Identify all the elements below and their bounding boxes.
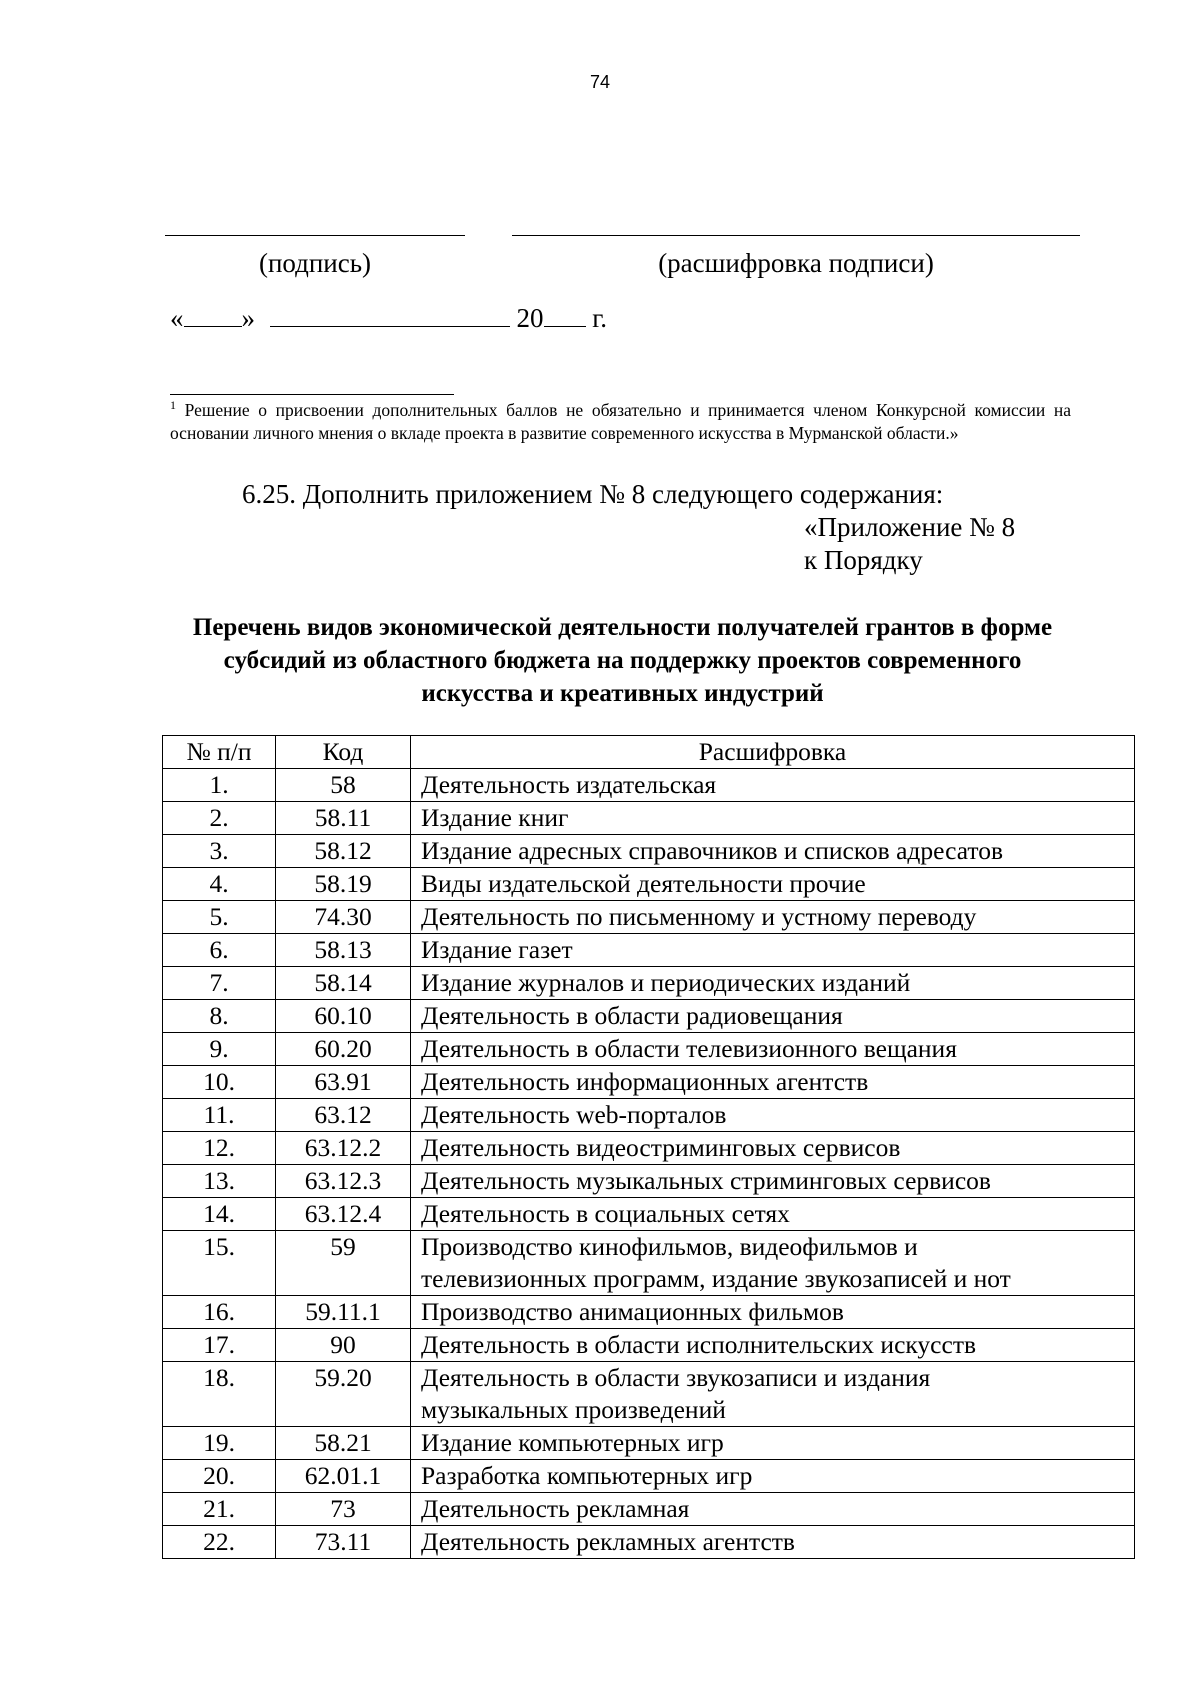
appendix-subheading: к Порядку <box>804 545 923 575</box>
row-num: 2. <box>163 802 276 835</box>
row-desc: Деятельность видеостриминговых сервисов <box>411 1132 1135 1165</box>
row-code: 63.12.3 <box>276 1165 411 1198</box>
appendix-heading: «Приложение № 8 <box>804 512 1016 542</box>
row-code: 62.01.1 <box>276 1460 411 1493</box>
row-num: 22. <box>163 1526 276 1559</box>
signature-line <box>165 235 465 236</box>
row-desc: Деятельность рекламных агентств <box>411 1526 1135 1559</box>
row-desc: Деятельность информационных агентств <box>411 1066 1135 1099</box>
row-num: 5. <box>163 901 276 934</box>
row-desc-line: Производство кинофильмов, видеофильмов и <box>421 1232 918 1261</box>
row-num: 14. <box>163 1198 276 1231</box>
row-num: 8. <box>163 1000 276 1033</box>
amendment-text: 6.25. Дополнить приложением № 8 следующего содержания: <box>242 479 944 509</box>
row-desc: Издание газет <box>411 934 1135 967</box>
row-desc: Деятельность в области радиовещания <box>411 1000 1135 1033</box>
table-row <box>163 1329 1135 1362</box>
signature-decoding-line <box>512 235 1080 236</box>
row-code: 58 <box>276 769 411 802</box>
table-row <box>163 802 1135 835</box>
row-desc: Деятельность в области телевизионного вещания <box>411 1033 1135 1066</box>
row-desc: Деятельность издательская <box>411 769 1135 802</box>
signature-caption: (подпись) <box>258 248 372 278</box>
month-blank <box>270 302 510 327</box>
row-code: 58.13 <box>276 934 411 967</box>
row-code: 58.19 <box>276 868 411 901</box>
table-row <box>163 901 1135 934</box>
row-num: 20. <box>163 1460 276 1493</box>
document-title: Перечень видов экономической деятельности получателей грантов в форме субсидий из областного бюджета на поддержку проектов современного искусства и креативных индустрий <box>192 614 1053 707</box>
row-num: 9. <box>163 1033 276 1066</box>
row-desc <box>411 1362 1135 1427</box>
activity-table <box>162 735 1135 1559</box>
footnote <box>170 399 1071 445</box>
row-num: 13. <box>163 1165 276 1198</box>
row-num: 15. <box>163 1231 276 1296</box>
row-desc: Издание адресных справочников и списков адресатов <box>411 835 1135 868</box>
row-code: 73.11 <box>276 1526 411 1559</box>
row-code: 63.91 <box>276 1066 411 1099</box>
table-row <box>163 1362 1135 1427</box>
row-code: 90 <box>276 1329 411 1362</box>
row-desc: Деятельность музыкальных стриминговых сервисов <box>411 1165 1135 1198</box>
row-desc: Издание книг <box>411 802 1135 835</box>
header-code: Код <box>276 736 411 769</box>
row-code: 73 <box>276 1493 411 1526</box>
row-code: 63.12.4 <box>276 1198 411 1231</box>
year-blank <box>544 302 586 327</box>
row-desc: Деятельность по письменному и устному переводу <box>411 901 1135 934</box>
row-desc-line: музыкальных произведений <box>421 1395 726 1424</box>
table-row <box>163 1493 1135 1526</box>
table-row <box>163 1526 1135 1559</box>
footnote-text: Решение о присвоении дополнительных баллов не обязательно и принимается членом Конкурсной комиссии на основании личного мнения о вкладе проекта в развитие современного искусства в Мурманской области.» <box>170 400 1072 443</box>
page-number: 74 <box>589 72 611 92</box>
row-desc: Издание компьютерных игр <box>411 1427 1135 1460</box>
table-row <box>163 1033 1135 1066</box>
date-line <box>170 302 607 334</box>
day-blank <box>184 302 242 327</box>
footnote-marker: 1 <box>170 398 176 413</box>
row-desc: Разработка компьютерных игр <box>411 1460 1135 1493</box>
row-desc <box>411 1231 1135 1296</box>
table-row <box>163 1165 1135 1198</box>
row-desc: Издание журналов и периодических изданий <box>411 967 1135 1000</box>
date-close-quote: » <box>241 303 255 333</box>
row-num: 1. <box>163 769 276 802</box>
row-desc: Деятельность в области исполнительских искусств <box>411 1329 1135 1362</box>
table-row <box>163 1427 1135 1460</box>
row-code: 58.12 <box>276 835 411 868</box>
row-code: 63.12.2 <box>276 1132 411 1165</box>
row-num: 3. <box>163 835 276 868</box>
row-code: 60.10 <box>276 1000 411 1033</box>
header-desc: Расшифровка <box>411 736 1135 769</box>
table-row <box>163 967 1135 1000</box>
row-desc: Виды издательской деятельности прочие <box>411 868 1135 901</box>
row-num: 19. <box>163 1427 276 1460</box>
date-open-quote: « <box>170 303 184 333</box>
table-row <box>163 1231 1135 1296</box>
row-num: 10. <box>163 1066 276 1099</box>
table-row <box>163 934 1135 967</box>
row-desc: Деятельность в социальных сетях <box>411 1198 1135 1231</box>
row-desc-line: Деятельность в области звукозаписи и издания <box>421 1363 931 1392</box>
table-row <box>163 1099 1135 1132</box>
row-code: 60.20 <box>276 1033 411 1066</box>
row-desc-line: телевизионных программ, издание звукозаписей и нот <box>421 1264 1011 1293</box>
table-row <box>163 1000 1135 1033</box>
row-code: 59.20 <box>276 1362 411 1427</box>
row-desc: Деятельность рекламная <box>411 1493 1135 1526</box>
signature-decoding-caption: (расшифровка подписи) <box>658 248 934 278</box>
row-num: 12. <box>163 1132 276 1165</box>
row-num: 18. <box>163 1362 276 1427</box>
row-num: 17. <box>163 1329 276 1362</box>
row-desc: Деятельность web-порталов <box>411 1099 1135 1132</box>
table-row <box>163 835 1135 868</box>
row-num: 7. <box>163 967 276 1000</box>
row-num: 4. <box>163 868 276 901</box>
row-code: 63.12 <box>276 1099 411 1132</box>
table-row <box>163 1198 1135 1231</box>
row-code: 58.14 <box>276 967 411 1000</box>
table-row <box>163 769 1135 802</box>
row-code: 74.30 <box>276 901 411 934</box>
row-num: 21. <box>163 1493 276 1526</box>
table-row <box>163 1296 1135 1329</box>
row-num: 16. <box>163 1296 276 1329</box>
header-num: № п/п <box>163 736 276 769</box>
row-num: 6. <box>163 934 276 967</box>
row-code: 58.11 <box>276 802 411 835</box>
table-header-row <box>163 736 1135 769</box>
table-row <box>163 1460 1135 1493</box>
row-code: 59 <box>276 1231 411 1296</box>
footnote-separator <box>170 394 454 395</box>
table-row <box>163 1066 1135 1099</box>
table-row <box>163 1132 1135 1165</box>
row-code: 59.11.1 <box>276 1296 411 1329</box>
row-num: 11. <box>163 1099 276 1132</box>
table-row <box>163 868 1135 901</box>
row-code: 58.21 <box>276 1427 411 1460</box>
year-prefix: 20 <box>516 303 544 333</box>
row-desc: Производство анимационных фильмов <box>411 1296 1135 1329</box>
year-suffix: г. <box>592 303 608 333</box>
